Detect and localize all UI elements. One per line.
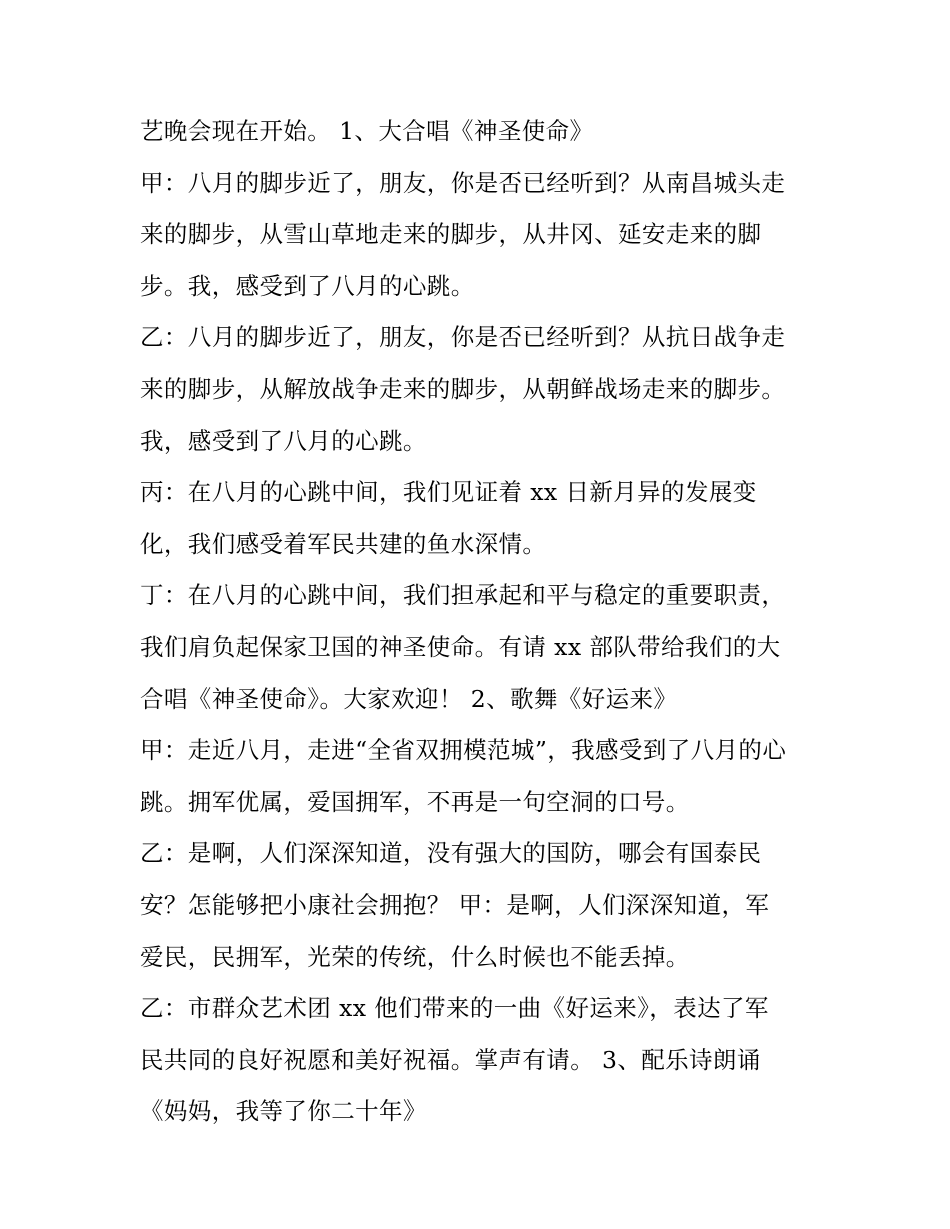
text-line: 乙：八月的脚步近了，朋友，你是否已经听到？从抗日战争走 xyxy=(140,323,786,352)
text-line: 来的脚步，从雪山草地走来的脚步，从井冈、延安走来的脚 xyxy=(140,220,762,249)
document-body xyxy=(140,106,840,1138)
text-line: 安？怎能够把小康社会拥抱？ 甲：是啊，人们深深知道，军 xyxy=(140,890,770,919)
text-line: 合唱《神圣使命》。大家欢迎！ 2、歌舞《好运来》 xyxy=(140,684,678,713)
text-line: 化，我们感受着军民共建的鱼水深情。 xyxy=(140,529,547,558)
text-line: 步。我，感受到了八月的心跳。 xyxy=(140,271,475,300)
text-line: 来的脚步，从解放战争走来的脚步，从朝鲜战场走来的脚步。 xyxy=(140,374,786,403)
text-line: 跳。拥军优属，爱国拥军，不再是一句空洞的口号。 xyxy=(140,787,690,816)
text-line: 甲：八月的脚步近了，朋友，你是否已经听到？从南昌城头走 xyxy=(140,168,786,197)
text-line: 甲：走近八月，走进“全省双拥模范城”，我感受到了八月的心 xyxy=(140,736,787,765)
text-line: 丁：在八月的心跳中间，我们担承起和平与稳定的重要职责， xyxy=(140,581,786,610)
text-line: 民共同的良好祝愿和美好祝福。掌声有请。 3、配乐诗朗诵 xyxy=(140,1045,761,1074)
text-line: 丙：在八月的心跳中间，我们见证着 xx 日新月异的发展变 xyxy=(140,478,757,507)
text-line: 乙：市群众艺术团 xx 他们带来的一曲《好运来》，表达了军 xyxy=(140,994,769,1023)
text-line: 《妈妈，我等了你二十年》 xyxy=(140,1097,427,1126)
text-line: 我，感受到了八月的心跳。 xyxy=(140,426,427,455)
text-line: 我们肩负起保家卫国的神圣使命。有请 xx 部队带给我们的大 xyxy=(140,632,781,661)
text-line: 爱民，民拥军，光荣的传统，什么时候也不能丢掉。 xyxy=(140,942,690,971)
text-line: 艺晚会现在开始。 1、大合唱《神圣使命》 xyxy=(140,117,594,145)
text-line: 乙：是啊，人们深深知道，没有强大的国防，哪会有国泰民 xyxy=(140,839,762,868)
